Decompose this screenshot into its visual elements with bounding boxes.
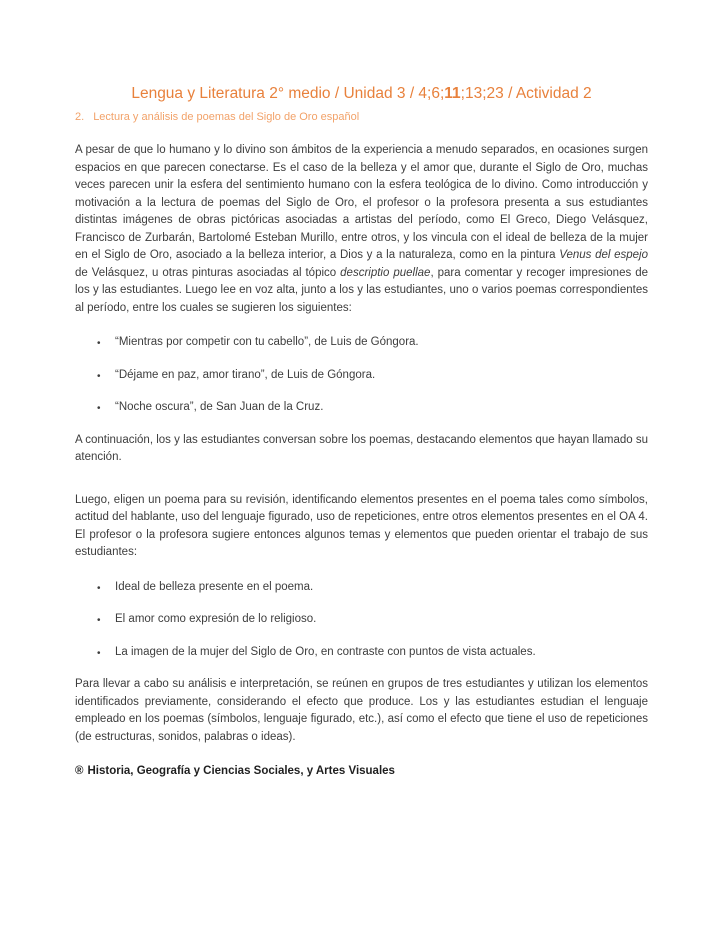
- theme-list: [75, 579, 648, 662]
- analysis-paragraph: Luego, eligen un poema para su revisión, identificando elementos presentes en el poema tales como símbolos, actitud del hablante, uso del lenguaje figurado, uso de repeticiones, entre otros elementos presentes en el OA 4. El profesor o la profesora sugiere entonces algunos temas y elementos que pueden orientar el trabajo de sus estudiantes:: [75, 493, 648, 558]
- group-work-paragraph: Para llevar a cabo su análisis e interpretación, se reúnen en grupos de tres estudiantes y utilizan los elementos identificados previamente, considerando el efecto que produce. Los y las estudiantes estudian el lenguaje empleado en los poemas (símbolos, lenguaje figurado, etc.), así como el efecto que tiene el uso de repeticiones (de estructuras, sonidos, palabras o ideas).: [75, 678, 648, 743]
- page-title-part2: ;13;23 / Actividad 2: [460, 85, 592, 102]
- activity-subtitle: [75, 110, 648, 125]
- page-title: [75, 84, 648, 104]
- intro-paragraph-text-3: , para comentar y recoger impresiones de los y las estudiantes. Luego lee en voz alta, junto a los y las estudiantes, uno o varios poemas correspondientes al período, entre los cuales se sugieren los siguientes:: [75, 266, 648, 314]
- related-subjects-footer: [75, 763, 648, 780]
- list-item: • Ideal de belleza presente en el poema.: [115, 579, 648, 597]
- conversation-paragraph: A continuación, los y las estudiantes conversan sobre los poemas, destacando elementos que hayan llamado su atención.: [75, 433, 648, 463]
- relation-symbol-icon: ®: [75, 765, 84, 777]
- related-subjects-text: Historia, Geografía y Ciencias Sociales, y Artes Visuales: [87, 765, 395, 777]
- activity-subtitle-text: Lectura y análisis de poemas del Siglo de Oro español: [93, 111, 360, 123]
- list-item: • El amor como expresión de lo religioso.: [115, 611, 648, 629]
- activity-number: 2.: [75, 111, 85, 123]
- poem-list: [75, 334, 648, 417]
- intro-paragraph-text-2: de Velásquez, u otras pinturas asociadas al tópico: [75, 266, 341, 279]
- list-item: • “Mientras por competir con tu cabello”, de Luis de Góngora.: [115, 334, 648, 352]
- latin-topic-italic: descriptio puellae: [340, 266, 431, 279]
- list-item: • “Déjame en paz, amor tirano”, de Luis de Góngora.: [115, 367, 648, 385]
- list-item: • “Noche oscura”, de San Juan de la Cruz.: [115, 399, 648, 417]
- page-title-bold-oa: 11: [444, 85, 461, 102]
- intro-paragraph: [75, 142, 648, 317]
- list-item: • La imagen de la mujer del Siglo de Oro, en contraste con puntos de vista actuales.: [115, 644, 648, 662]
- painting-title-italic: Venus del espejo: [559, 249, 648, 261]
- page-title-part1: Lengua y Literatura 2° medio / Unidad 3 / 4;6;: [131, 85, 445, 102]
- intro-paragraph-text: A pesar de que lo humano y lo divino son ámbitos de la experiencia a menudo separados, en ocasiones surgen espacios en que parecen conectarse. Es el caso de la belleza y el amor que, durante el Siglo de Oro, muchas veces parecen unir la esfera del sentimiento humano con la esfera teológica de lo divino. Como introducción y motivación a la lectura de poemas del Siglo de Oro, el profesor o la profesora presenta a sus estudiantes distintas imágenes de obras pictóricas asociadas a artistas del período, como El Greco, Diego Velásquez, Francisco de Zurbarán, Bartolomé Esteban Murillo, entre otros, y los vincula con el ideal de belleza de la mujer en el Siglo de Oro, asociado a la belleza interior, a Dios y a la naturaleza, como en la pintura: [75, 144, 648, 261]
